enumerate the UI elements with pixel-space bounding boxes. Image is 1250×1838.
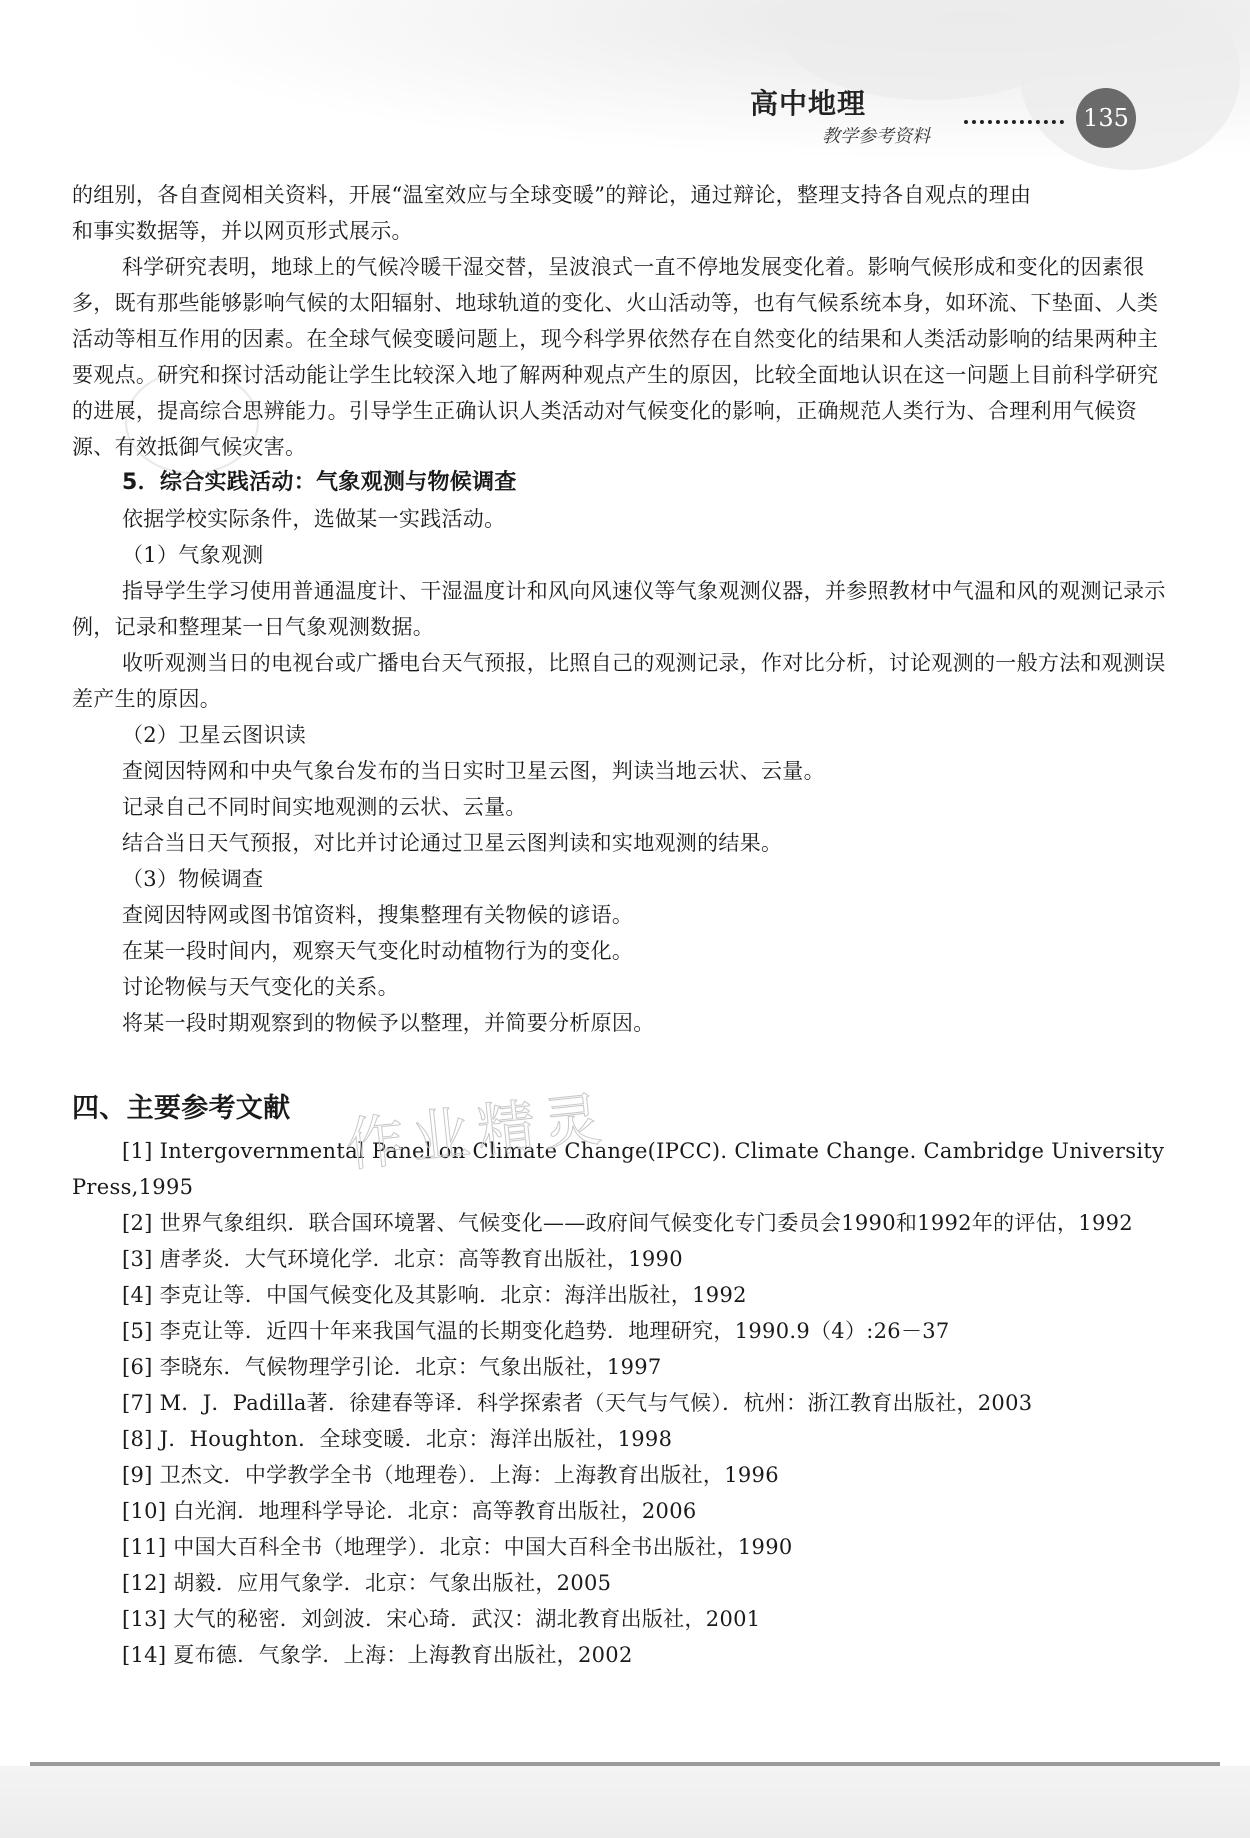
page-content: [72, 177, 1172, 1673]
reference-item: [12] 胡毅．应用气象学．北京：气象出版社，2005: [122, 1571, 612, 1595]
subsection-2-line: 结合当日天气预报，对比并讨论通过卫星云图判读和实地观测的结果。: [122, 831, 783, 855]
reference-item: [2] 世界气象组织．联合国环境署、气候变化——政府间气候变化专门委员会1990和1992年的评估，1992: [122, 1211, 1133, 1235]
book-subtitle: 教学参考资料: [822, 126, 930, 147]
reference-item: [13] 大气的秘密．刘剑波．宋心琦．武汉：湖北教育出版社，2001: [122, 1607, 761, 1631]
footer-band: [0, 1766, 1250, 1838]
running-header: [750, 82, 1170, 152]
reference-item: [14] 夏布德．气象学．上海：上海教育出版社，2002: [122, 1643, 633, 1667]
subsection-3-line: 查阅因特网或图书馆资料，搜集整理有关物候的谚语。: [122, 903, 634, 927]
paragraph-climate-research: 科学研究表明，地球上的气候冷暖干湿交替，呈波浪式一直不停地发展变化着。影响气候形成和变化的因素很多，既有那些能够影响气候的太阳辐射、地球轨道的变化、火山活动等，也有气候系统本身，如环流、下垫面、人类活动等相互作用的因素。在全球气候变暖问题上，现今科学界依然存在自然变化的结果和人类活动影响的结果两种主要观点。研究和探讨活动能让学生比较深入地了解两种观点产生的原因，比较全面地认识在这一问题上目前科学研究的进展，提高综合思辨能力。引导学生正确认识人类活动对气候变化的影响，正确规范人类行为、合理利用气候资源、有效抵御气候灾害。: [72, 255, 1159, 459]
intro-line: 和事实数据等，并以网页形式展示。: [72, 219, 413, 243]
watermark: 作业精灵: [342, 1084, 613, 1180]
subsection-1-title: （1）气象观测: [122, 543, 264, 567]
references-list: [72, 1133, 1172, 1673]
subsection-3-line: 讨论物候与天气变化的关系。: [122, 975, 399, 999]
intro-line: 的组别，各自查阅相关资料，开展“温室效应与全球变暖”的辩论，通过辩论，整理支持各自观点的理由: [72, 183, 1032, 207]
reference-item: [4] 李克让等．中国气候变化及其影响．北京：海洋出版社，1992: [122, 1283, 747, 1307]
subsection-3-line: 在某一段时间内，观察天气变化时动植物行为的变化。: [122, 939, 634, 963]
reference-item: [11] 中国大百科全书（地理学）．北京：中国大百科全书出版社，1990: [122, 1535, 793, 1559]
subsection-2-line: 查阅因特网和中央气象台发布的当日实时卫星云图，判读当地云状、云量。: [122, 759, 825, 783]
references-heading: 四、主要参考文献: [72, 1093, 291, 1124]
reference-item: [9] 卫杰文．中学教学全书（地理卷）．上海：上海教育出版社，1996: [122, 1463, 779, 1487]
book-title: 高中地理: [750, 87, 867, 120]
subsection-1-paragraph: 指导学生学习使用普通温度计、干湿温度计和风向风速仪等气象观测仪器，并参照教材中气温和风的观测记录示例，记录和整理某一日气象观测数据。: [72, 579, 1166, 639]
reference-item: [5] 李克让等．近四十年来我国气温的长期变化趋势．地理研究，1990.9（4）:26－37: [122, 1319, 950, 1343]
leader-dots: [964, 120, 1064, 124]
reference-item: [7] M．J．Padilla著．徐建春等译．科学探索者（天气与气候）．杭州：浙江教育出版社，2003: [122, 1391, 1033, 1415]
subsection-2-line: 记录自己不同时间实地观测的云状、云量。: [122, 795, 527, 819]
section-5-heading: 5．综合实践活动：气象观测与物候调查: [122, 470, 517, 495]
subsection-2-title: （2）卫星云图识读: [122, 723, 307, 747]
reference-item: [6] 李晓东．气候物理学引论．北京：气象出版社，1997: [122, 1355, 662, 1379]
subsection-3-line: 将某一段时期观察到的物候予以整理，并简要分析原因。: [122, 1011, 655, 1035]
reference-item: [1] Intergovernmental Panel on Climate Change(IPCC). Climate Change. Cambridge University Press,1995: [72, 1139, 1165, 1199]
page-number: 135: [1076, 88, 1136, 148]
section-5-intro: 依据学校实际条件，选做某一实践活动。: [122, 507, 506, 531]
subsection-1-paragraph: 收听观测当日的电视台或广播电台天气预报，比照自己的观测记录，作对比分析，讨论观测的一般方法和观测误差产生的原因。: [72, 651, 1166, 711]
reference-item: [3] 唐孝炎．大气环境化学．北京：高等教育出版社，1990: [122, 1247, 683, 1271]
reference-item: [8] J．Houghton．全球变暖．北京：海洋出版社，1998: [122, 1427, 673, 1451]
reference-item: [10] 白光润．地理科学导论．北京：高等教育出版社，2006: [122, 1499, 697, 1523]
subsection-3-title: （3）物候调查: [122, 867, 264, 891]
